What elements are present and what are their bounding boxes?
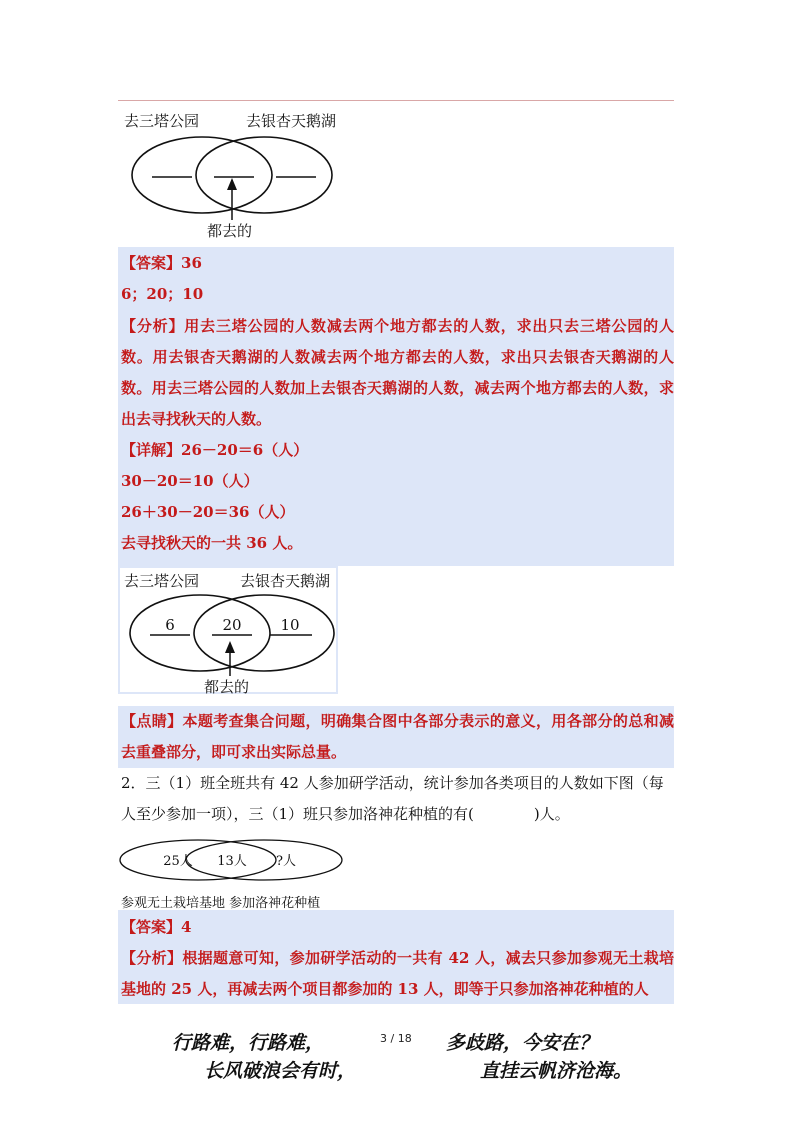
detail1-line2: 30－20＝10（人）	[121, 472, 259, 490]
venn2-right-value: 10	[280, 616, 300, 634]
venn1-arrow-head	[227, 178, 237, 190]
footer-poem-right-1: 多歧路，今安在？	[446, 1032, 599, 1054]
answer2-tag: 【答案】	[121, 918, 182, 936]
answer2-value: 4	[181, 918, 192, 936]
venn3-diagram	[118, 838, 348, 886]
answer1-tag: 【答案】	[121, 254, 182, 272]
venn3-left-value: 25人	[163, 854, 193, 869]
detail1-line1	[121, 435, 308, 466]
footer-poem-left-1: 行路难，行路难，	[172, 1032, 325, 1054]
analysis1-tag: 【分析】	[121, 317, 185, 335]
analysis2-tag: 【分析】	[121, 949, 183, 967]
detail1-line4: 去寻找秋天的一共 36 人。	[121, 534, 303, 552]
detail1-text-1: 26－20＝6（人）	[181, 441, 309, 459]
analysis2-text: 根据题意可知，参加研学活动的一共有 42 人，减去只参加参观无土栽培基地的 25 人，再减去两个项目都参加的 13 人，即等于只参加洛神花种植的人	[121, 949, 674, 998]
footer-poem-left-2: 长风破浪会有时，	[204, 1060, 357, 1082]
point1-paragraph	[121, 706, 674, 768]
venn2-middle-value: 20	[222, 616, 242, 634]
venn1-left-set	[132, 137, 272, 213]
question2-text-a: 2．三（1）班全班共有 42 人参加研学活动，统计参加各类项目的人数如下图（每人至少参加一项），三（1）班只参加洛神花种植的有(	[121, 774, 664, 823]
venn2-left-label: 去三塔公园	[124, 572, 200, 590]
answer2-line	[121, 912, 191, 943]
venn2-diagram	[118, 588, 348, 683]
venn2-bottom-label: 都去的	[204, 678, 250, 696]
venn2-right-set	[194, 595, 334, 671]
answer1-line	[121, 248, 202, 279]
venn2-left-set	[130, 595, 270, 671]
point1-text: 本题考查集合问题，明确集合图中各部分表示的意义，用各部分的总和减去重叠部分，即可求出实际总量。	[121, 712, 674, 761]
analysis2-paragraph	[121, 943, 674, 1005]
detail1-tag: 【详解】	[121, 441, 182, 459]
analysis1-text: 用去三塔公园的人数减去两个地方都去的人数，求出只去三塔公园的人数。用去银杏天鹅湖的人数减去两个地方都去的人数，求出只去银杏天鹅湖的人数。用去三塔公园的人数加上去银杏天鹅湖的人数，减去两个地方都去的人数，求出去寻找秋天的人数。	[121, 317, 674, 428]
question2-text-b: )人。	[533, 805, 570, 823]
venn3-left-set	[120, 840, 276, 880]
venn3-right-set	[186, 840, 342, 880]
venn3-caption: 参观无土栽培基地 参加洛神花种植	[121, 896, 321, 911]
point1-tag: 【点睛】	[121, 712, 183, 730]
analysis1-paragraph	[121, 311, 674, 435]
footer-poem-right-2: 直挂云帆济沧海。	[480, 1060, 633, 1082]
venn3-middle-value: 13人	[217, 854, 247, 869]
venn1-right-set	[196, 137, 332, 213]
venn1-right-label: 去银杏天鹅湖	[246, 112, 337, 130]
venn1-bottom-label: 都去的	[207, 222, 253, 240]
answer1-value: 36	[181, 254, 202, 272]
detail1-line3: 26＋30－20＝36（人）	[121, 503, 295, 521]
venn3-right-value: ?人	[276, 854, 296, 869]
venn1-left-label: 去三塔公园	[124, 112, 200, 130]
page-number: 3 / 18	[380, 1032, 412, 1045]
venn2-arrow-head	[225, 641, 235, 653]
header-rule	[118, 100, 674, 101]
question2-paragraph	[121, 768, 674, 830]
venn1-diagram	[118, 130, 348, 225]
venn2-right-label: 去银杏天鹅湖	[240, 572, 331, 590]
answer1-line2: 6；20；10	[121, 285, 204, 303]
venn2-left-value: 6	[165, 616, 175, 634]
